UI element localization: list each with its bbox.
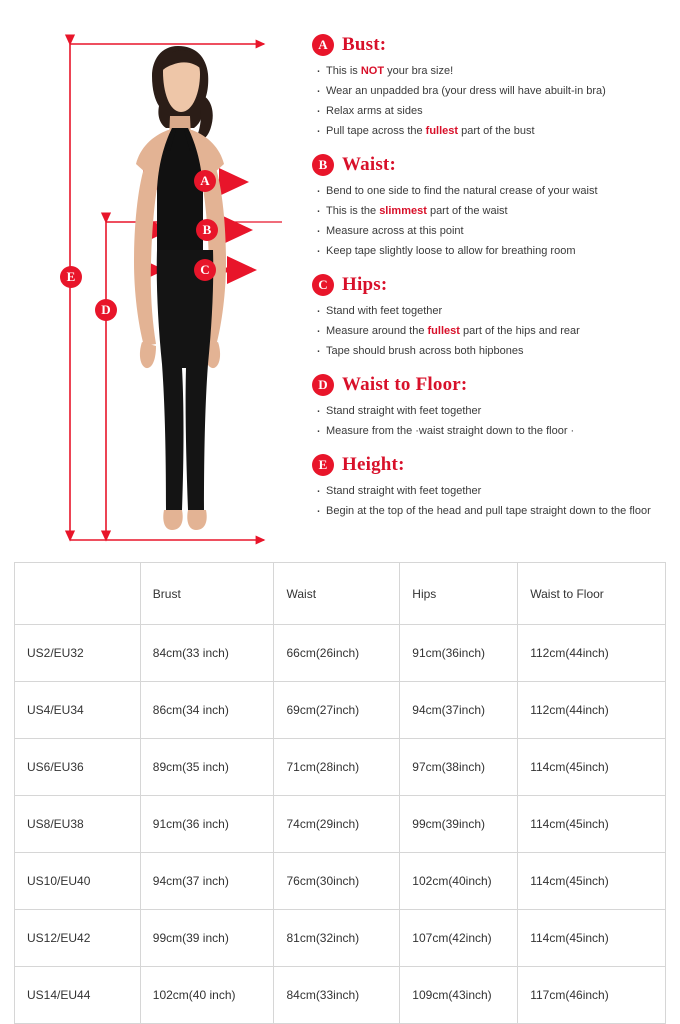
measurement-cell: 99cm(39inch) [400, 796, 518, 853]
table-row [15, 910, 666, 967]
column-header: Hips [400, 563, 518, 625]
measurement-cell: 91cm(36 inch) [140, 796, 274, 853]
section-badge-a: A [312, 34, 334, 56]
bullet-item: · Wear an unpadded bra (your dress will have abuilt-in bra) [312, 83, 668, 100]
measurement-cell: 112cm(44inch) [518, 625, 666, 682]
measurement-cell: 94cm(37inch) [400, 682, 518, 739]
section-title: Waist to Floor: [342, 374, 468, 395]
bullet-item: · Bend to one side to find the natural crease of your waist [312, 183, 668, 200]
section-badge-b: B [312, 154, 334, 176]
measurement-cell: 114cm(45inch) [518, 739, 666, 796]
instruction-section-e [312, 454, 668, 520]
size-label-cell: US2/EU32 [15, 625, 141, 682]
measurement-cell: 114cm(45inch) [518, 910, 666, 967]
measurement-cell: 74cm(29inch) [274, 796, 400, 853]
column-header: Waist [274, 563, 400, 625]
section-title: Height: [342, 454, 405, 475]
measurement-cell: 114cm(45inch) [518, 796, 666, 853]
column-header: Waist to Floor [518, 563, 666, 625]
section-bullets [312, 183, 668, 260]
section-title: Bust: [342, 34, 387, 55]
section-badge-c: C [312, 274, 334, 296]
section-heading [312, 374, 668, 396]
size-label-cell: US10/EU40 [15, 853, 141, 910]
bullet-item: · Measure across at this point [312, 223, 668, 240]
instruction-section-c [312, 274, 668, 360]
bullet-item: · Stand with feet together [312, 303, 668, 320]
measurement-cell: 109cm(43inch) [400, 967, 518, 1024]
section-bullets [312, 303, 668, 360]
measurement-cell: 66cm(26inch) [274, 625, 400, 682]
column-header [15, 563, 141, 625]
measurement-cell: 102cm(40 inch) [140, 967, 274, 1024]
instruction-section-b [312, 154, 668, 260]
bullet-item: · Measure around the fullest part of the hips and rear [312, 323, 668, 340]
marker-b: B [196, 219, 218, 241]
bullet-item: · Begin at the top of the head and pull tape straight down to the floor [312, 503, 668, 520]
measurement-cell: 112cm(44inch) [518, 682, 666, 739]
section-bullets [312, 63, 668, 140]
table-row [15, 796, 666, 853]
bullet-item: · Stand straight with feet together [312, 403, 668, 420]
marker-a: A [194, 170, 216, 192]
measurement-cell: 89cm(35 inch) [140, 739, 274, 796]
instruction-section-a [312, 34, 668, 140]
size-label-cell: US8/EU38 [15, 796, 141, 853]
size-chart-body [15, 625, 666, 1024]
measurement-cell: 69cm(27inch) [274, 682, 400, 739]
emphasis-text: slimmest [379, 205, 427, 217]
table-header-row [15, 563, 666, 625]
bullet-item: · Keep tape slightly loose to allow for breathing room [312, 243, 668, 260]
emphasis-text: fullest [427, 325, 460, 337]
model-figure [60, 24, 300, 544]
measurement-cell: 91cm(36inch) [400, 625, 518, 682]
measurement-cell: 102cm(40inch) [400, 853, 518, 910]
section-heading [312, 34, 668, 56]
measurement-cell: 86cm(34 inch) [140, 682, 274, 739]
bullet-item: · Measure from the ·waist straight down to the floor · [312, 423, 668, 440]
emphasis-text: fullest [425, 125, 459, 137]
measurement-cell: 71cm(28inch) [274, 739, 400, 796]
bullet-item: · This is the slimmest part of the waist [312, 203, 668, 220]
table-row [15, 853, 666, 910]
bullet-item: · Tape should brush across both hipbones [312, 343, 668, 360]
marker-e: E [60, 266, 82, 288]
section-title: Hips: [342, 274, 388, 295]
size-chart-table [14, 562, 666, 1024]
size-chart-head [15, 563, 666, 625]
marker-c: C [194, 259, 216, 281]
measurement-cell: 107cm(42inch) [400, 910, 518, 967]
column-header: Brust [140, 563, 274, 625]
size-label-cell: US14/EU44 [15, 967, 141, 1024]
measurement-cell: 114cm(45inch) [518, 853, 666, 910]
section-badge-d: D [312, 374, 334, 396]
section-badge-e: E [312, 454, 334, 476]
bullet-item: · Pull tape across the fullest part of the bust [312, 123, 668, 140]
measurement-cell: 81cm(32inch) [274, 910, 400, 967]
size-label-cell: US6/EU36 [15, 739, 141, 796]
measurement-cell: 94cm(37 inch) [140, 853, 274, 910]
bullet-item: · This is NOT your bra size! [312, 63, 668, 80]
measurement-cell: 97cm(38inch) [400, 739, 518, 796]
marker-d: D [95, 299, 117, 321]
model-silhouette [60, 24, 300, 544]
measurement-cell: 117cm(46inch) [518, 967, 666, 1024]
section-title: Waist: [342, 154, 396, 175]
measurement-cell: 76cm(30inch) [274, 853, 400, 910]
table-row [15, 967, 666, 1024]
bullet-item: · Relax arms at sides [312, 103, 668, 120]
size-label-cell: US12/EU42 [15, 910, 141, 967]
section-heading [312, 154, 668, 176]
table-row [15, 682, 666, 739]
section-heading [312, 454, 668, 476]
section-heading [312, 274, 668, 296]
measurement-cell: 84cm(33inch) [274, 967, 400, 1024]
table-row [15, 739, 666, 796]
section-bullets [312, 403, 668, 440]
size-label-cell: US4/EU34 [15, 682, 141, 739]
instruction-section-d [312, 374, 668, 440]
measurement-cell: 99cm(39 inch) [140, 910, 274, 967]
section-bullets [312, 483, 668, 520]
measurement-cell: 84cm(33 inch) [140, 625, 274, 682]
bullet-item: · Stand straight with feet together [312, 483, 668, 500]
table-row [15, 625, 666, 682]
instructions-column [312, 34, 668, 534]
emphasis-text: NOT [360, 65, 385, 77]
